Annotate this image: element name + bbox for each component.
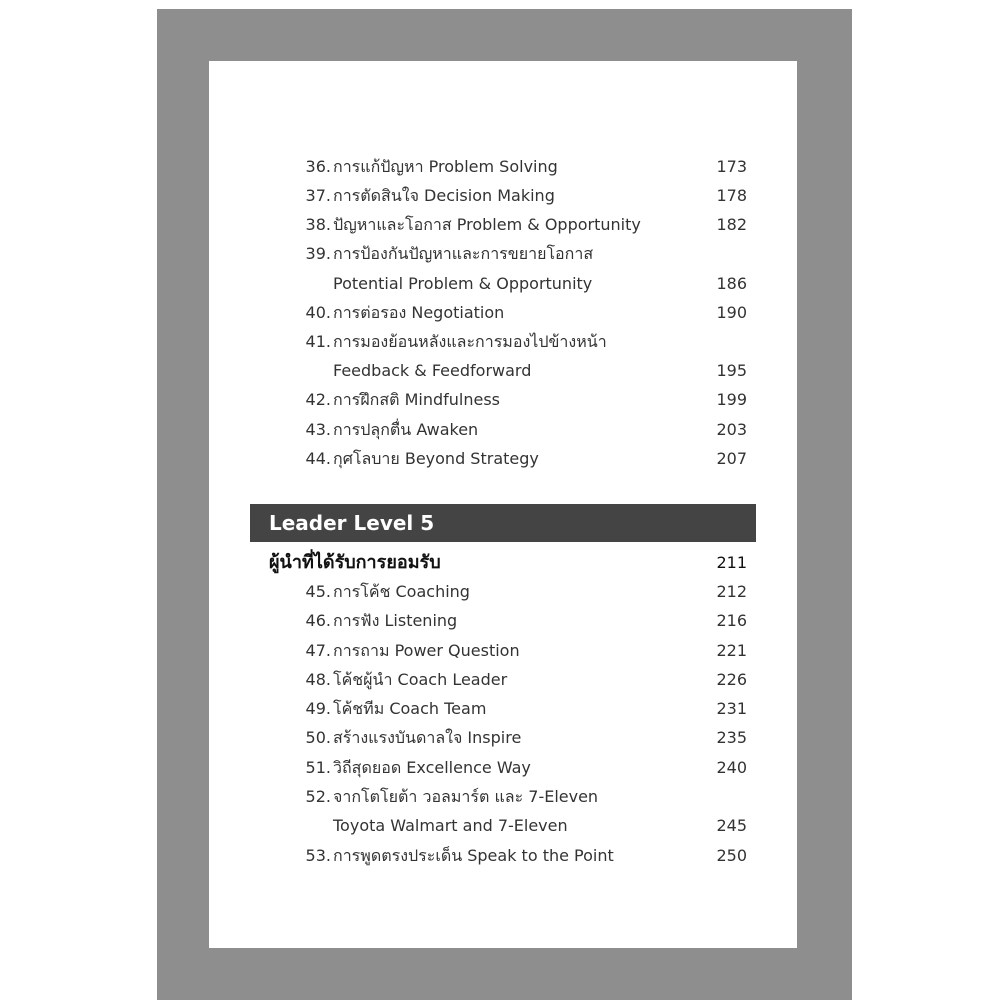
entry-title: การแก้ปัญหา Problem Solving bbox=[333, 157, 558, 176]
toc-entry bbox=[209, 212, 797, 238]
entry-page-number: 250 bbox=[716, 846, 747, 865]
entry-page-number: 207 bbox=[716, 449, 747, 468]
entry-page-number: 212 bbox=[716, 582, 747, 601]
entry-title: ปัญหาและโอกาส Problem & Opportunity bbox=[333, 215, 641, 234]
entry-number: 52. bbox=[305, 787, 331, 806]
toc-entry bbox=[209, 843, 797, 869]
toc-entry bbox=[209, 579, 797, 605]
entry-number: 41. bbox=[305, 332, 331, 351]
entry-page-number: 235 bbox=[716, 728, 747, 747]
level-banner-label: Leader Level 5 bbox=[269, 511, 435, 535]
entry-number: 53. bbox=[305, 846, 331, 865]
toc-entry bbox=[209, 784, 797, 810]
entry-number: 48. bbox=[305, 670, 331, 689]
entry-page-number: 245 bbox=[716, 816, 747, 835]
entry-number: 38. bbox=[305, 215, 331, 234]
toc-entry bbox=[209, 638, 797, 664]
book-page bbox=[209, 61, 797, 948]
toc-entry bbox=[209, 241, 797, 267]
toc-entry bbox=[209, 755, 797, 781]
level-banner bbox=[250, 504, 756, 542]
entry-page-number: 203 bbox=[716, 420, 747, 439]
entry-number: 43. bbox=[305, 420, 331, 439]
entry-title: วิถีสุดยอด Excellence Way bbox=[333, 758, 531, 777]
toc-entry-continuation bbox=[209, 271, 797, 297]
entry-number: 44. bbox=[305, 449, 331, 468]
entry-title: Feedback & Feedforward bbox=[333, 361, 532, 380]
entry-title: การปลุกตื่น Awaken bbox=[333, 420, 479, 439]
entry-number: 50. bbox=[305, 728, 331, 747]
entry-number: 39. bbox=[305, 244, 331, 263]
entry-page-number: 182 bbox=[716, 215, 747, 234]
entry-number: 45. bbox=[305, 582, 331, 601]
entry-title: การป้องกันปัญหาและการขยายโอกาส bbox=[333, 244, 594, 263]
entry-number: 36. bbox=[305, 157, 331, 176]
entry-title: การถาม Power Question bbox=[333, 641, 520, 660]
entry-page-number: 226 bbox=[716, 670, 747, 689]
toc-entry bbox=[209, 154, 797, 180]
entry-page-number: 186 bbox=[716, 274, 747, 293]
entry-number: 47. bbox=[305, 641, 331, 660]
toc-entry bbox=[209, 696, 797, 722]
entry-page-number: 173 bbox=[716, 157, 747, 176]
entry-number: 51. bbox=[305, 758, 331, 777]
section-heading bbox=[209, 549, 797, 577]
entry-title: สร้างแรงบันดาลใจ Inspire bbox=[333, 728, 522, 747]
toc-entry bbox=[209, 417, 797, 443]
section-title: ผู้นำที่ได้รับการยอมรับ bbox=[269, 552, 441, 573]
entry-title: Potential Problem & Opportunity bbox=[333, 274, 593, 293]
toc-entry bbox=[209, 446, 797, 472]
entry-title: การโค้ช Coaching bbox=[333, 582, 470, 601]
toc-entry-continuation bbox=[209, 813, 797, 839]
entry-title: การตัดสินใจ Decision Making bbox=[333, 186, 555, 205]
entry-number: 49. bbox=[305, 699, 331, 718]
entry-page-number: 190 bbox=[716, 303, 747, 322]
toc-entry bbox=[209, 667, 797, 693]
toc-entry bbox=[209, 300, 797, 326]
entry-title: การต่อรอง Negotiation bbox=[333, 303, 505, 322]
entry-title: กุศโลบาย Beyond Strategy bbox=[333, 449, 539, 468]
section-page-number: 211 bbox=[716, 553, 747, 572]
toc-entry bbox=[209, 608, 797, 634]
toc-entry bbox=[209, 387, 797, 413]
entry-title: Toyota Walmart and 7-Eleven bbox=[333, 816, 568, 835]
entry-number: 46. bbox=[305, 611, 331, 630]
toc-entry bbox=[209, 329, 797, 355]
entry-page-number: 240 bbox=[716, 758, 747, 777]
entry-title: จากโตโยต้า วอลมาร์ต และ 7-Eleven bbox=[333, 787, 599, 806]
entry-title: การพูดตรงประเด็น Speak to the Point bbox=[333, 846, 614, 865]
entry-title: การฟัง Listening bbox=[333, 611, 458, 630]
entry-page-number: 231 bbox=[716, 699, 747, 718]
entry-page-number: 216 bbox=[716, 611, 747, 630]
entry-page-number: 195 bbox=[716, 361, 747, 380]
toc-entry bbox=[209, 183, 797, 209]
entry-page-number: 178 bbox=[716, 186, 747, 205]
entry-number: 37. bbox=[305, 186, 331, 205]
entry-page-number: 199 bbox=[716, 390, 747, 409]
entry-number: 40. bbox=[305, 303, 331, 322]
toc-entry-continuation bbox=[209, 358, 797, 384]
toc-entry bbox=[209, 725, 797, 751]
entry-title: การมองย้อนหลังและการมองไปข้างหน้า bbox=[333, 332, 607, 351]
entry-title: การฝึกสติ Mindfulness bbox=[333, 390, 500, 409]
entry-title: โค้ชผู้นำ Coach Leader bbox=[333, 670, 508, 689]
entry-page-number: 221 bbox=[716, 641, 747, 660]
entry-number: 42. bbox=[305, 390, 331, 409]
entry-title: โค้ชทีม Coach Team bbox=[333, 699, 487, 718]
